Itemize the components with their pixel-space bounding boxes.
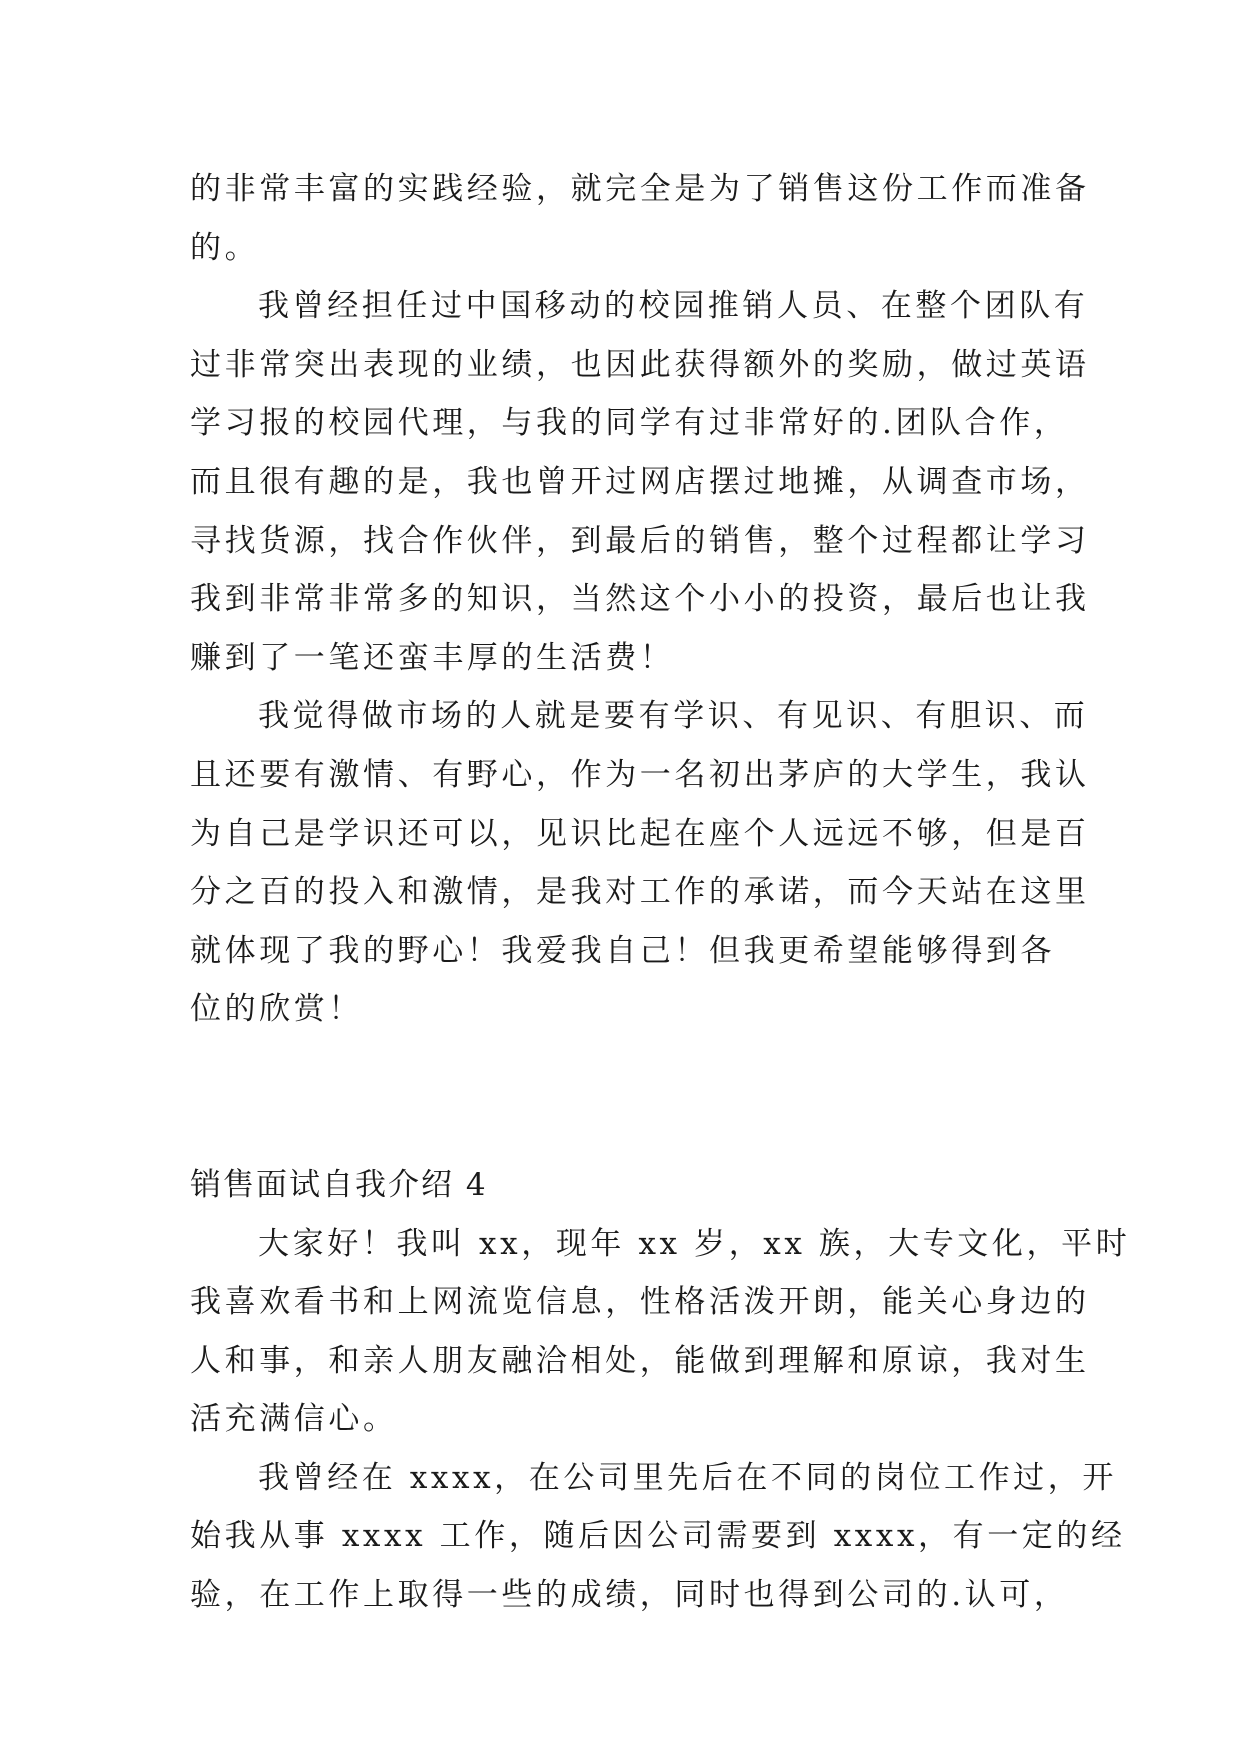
section-heading: 销售面试自我介绍 4 (190, 1166, 488, 1203)
text-line: 我喜欢看书和上网流览信息，性格活泼开朗，能关心身边的 (190, 1284, 1090, 1321)
paragraph (190, 160, 1090, 277)
text-line: 且还要有激情、有野心，作为一名初出茅庐的大学生，我认 (190, 756, 1090, 793)
text-line: 学习报的校园代理，与我的同学有过非常好的.团队合作， (190, 405, 1069, 442)
text-line: 赚到了一笔还蛮丰厚的生活费！ (190, 639, 675, 676)
text-line: 寻找货源，找合作伙伴，到最后的销售，整个过程都让学习 (190, 522, 1090, 559)
text-line: 而且很有趣的是，我也曾开过网店摆过地摊，从调查市场， (190, 463, 1090, 500)
text-line: 分之百的投入和激情，是我对工作的承诺，而今天站在这里 (190, 874, 1090, 911)
section-spacer (190, 1039, 1070, 1156)
text-line: 活充满信心。 (190, 1401, 398, 1438)
text-line: 我到非常非常多的知识，当然这个小小的投资，最后也让我 (190, 581, 1090, 618)
paragraph (190, 687, 1090, 1039)
paragraph (190, 1215, 1131, 1449)
text-line: 验，在工作上取得一些的成绩，同时也得到公司的.认可， (190, 1577, 1069, 1614)
text-line: 就体现了我的野心！我爱我自己！但我更希望能够得到各 (190, 932, 1055, 969)
text-line: 的非常丰富的实践经验，就完全是为了销售这份工作而准备 (190, 171, 1090, 207)
text-line: 我觉得做市场的人就是要有学识、有见识、有胆识、而 (258, 698, 1089, 735)
text-line: 我曾经担任过中国移动的校园推销人员、在整个团队有 (258, 288, 1089, 325)
text-line: 位的欣赏！ (190, 991, 363, 1028)
text-line: 我曾经在 xxxx，在公司里先后在不同的岗位工作过，开 (258, 1459, 1117, 1496)
paragraph (190, 277, 1090, 687)
text-line: 大家好！我叫 xx，现年 xx 岁，xx 族，大专文化，平时 (258, 1225, 1131, 1262)
text-line: 人和事，和亲人朋友融洽相处，能做到理解和原谅，我对生 (190, 1342, 1090, 1379)
document-body (190, 160, 1131, 1625)
text-line: 的。 (190, 229, 260, 266)
text-line: 始我从事 xxxx 工作，随后因公司需要到 xxxx，有一定的经 (190, 1518, 1126, 1555)
paragraph (190, 1449, 1126, 1625)
text-line: 过非常突出表现的业绩，也因此获得额外的奖励，做过英语 (190, 346, 1090, 383)
text-line: 为自己是学识还可以，见识比起在座个人远远不够，但是百 (190, 815, 1090, 852)
